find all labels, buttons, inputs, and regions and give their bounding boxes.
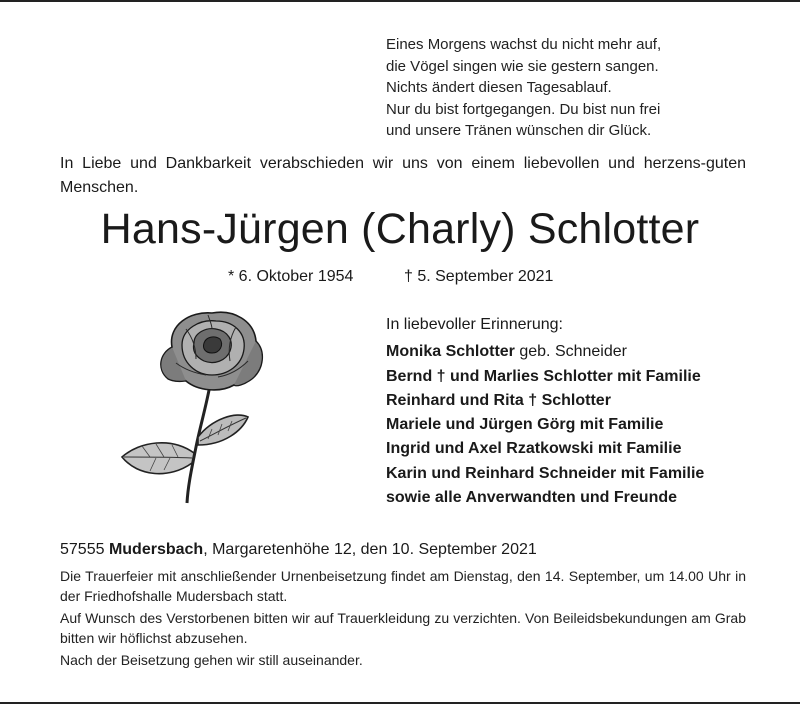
mourner-name: Reinhard und Rita † Schlotter (386, 391, 611, 409)
mourner-name: Karin und Reinhard Schneider mit Familie (386, 464, 705, 482)
death-date: † 5. September 2021 (404, 268, 554, 285)
mourner-line (386, 389, 704, 413)
mourner-name: Ingrid und Axel Rzatkowski mit Familie (386, 440, 682, 458)
closing-note: Nach der Beisetzung gehen wir still auseinander. (60, 652, 363, 668)
poem-line: Nur du bist fortgegangen. Du bist nun frei (386, 100, 661, 118)
life-dates (228, 266, 553, 288)
intro-text: In Liebe und Dankbarkeit verabschieden wir uns von einem liebevollen und herzens-guten Menschen. (60, 155, 746, 196)
mourner-line (386, 437, 704, 461)
leaf-left (122, 443, 194, 474)
birth-date: * 6. Oktober 1954 (228, 268, 354, 285)
top-border (0, 0, 800, 2)
mourner-line (386, 340, 704, 364)
place-and-date (60, 539, 537, 561)
mourner-name: Bernd † und Marlies Schlotter mit Familie (386, 367, 701, 385)
poem (386, 34, 661, 142)
mourner-maiden-name: geb. Schneider (514, 343, 627, 361)
mourner-name: Monika Schlotter (386, 343, 515, 361)
rose-illustration (112, 307, 282, 507)
mourner-name: sowie alle Anverwandten und Freunde (386, 489, 678, 507)
mourner-name: Mariele und Jürgen Görg mit Familie (386, 416, 664, 434)
condolence-request: Auf Wunsch des Verstorbenen bitten wir auf Trauerkleidung zu verzichten. Von Beileidsbekundungen am Grab bitten wir höflichst abzusehen. (60, 610, 746, 646)
poem-line: und unsere Tränen wünschen dir Glück. (386, 122, 652, 139)
poem-line: Eines Morgens wachst du nicht mehr auf, (386, 36, 662, 53)
postal-code: 57555 (60, 541, 105, 558)
address-and-date: , Margaretenhöhe 12, den 10. September 2021 (203, 541, 537, 558)
mourner-line (386, 413, 704, 437)
poem-line: Nichts ändert diesen Tagesablauf. (386, 79, 612, 96)
mourner-line (386, 365, 704, 389)
rose-blossom (161, 312, 263, 390)
funeral-info: Die Trauerfeier mit anschließender Urnenbeisetzung findet am Dienstag, den 14. September, um 14.00 Uhr in der Friedhofshalle Mudersbach statt. (60, 568, 746, 604)
deceased-name: Hans-Jürgen (Charly) Schlotter (100, 205, 700, 253)
mourners-list (386, 313, 704, 510)
leaf-right (198, 415, 248, 445)
poem-line: die Vögel singen wie sie gestern sangen. (386, 57, 659, 75)
mourners-heading: In liebevoller Erinnerung: (386, 316, 563, 333)
town-name: Mudersbach (108, 541, 204, 558)
mourner-line (386, 486, 704, 510)
mourner-line (386, 462, 704, 486)
